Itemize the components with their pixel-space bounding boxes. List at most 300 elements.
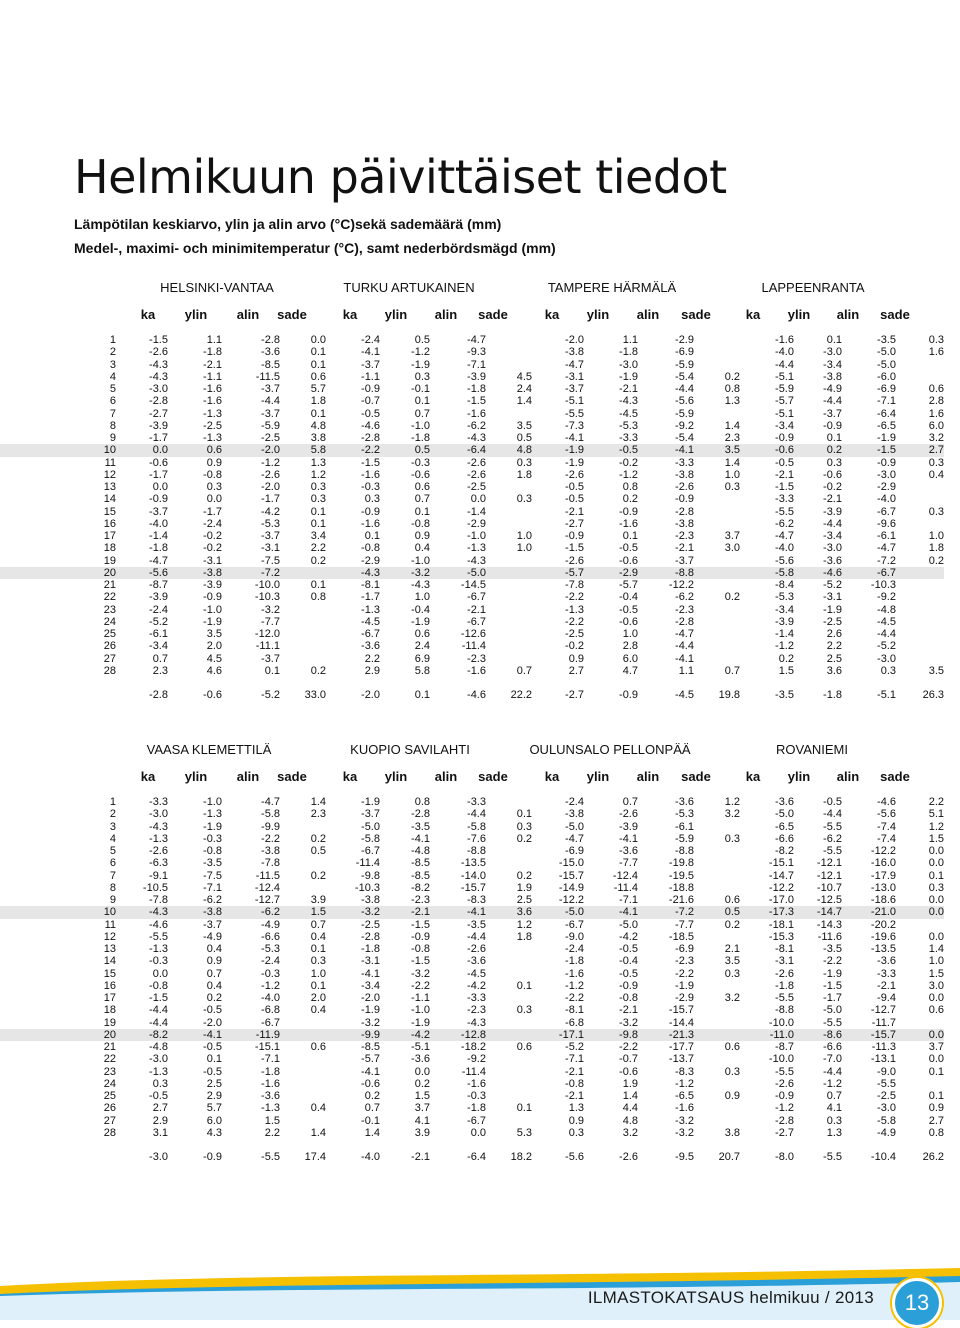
value-cell: -4.1	[584, 906, 638, 918]
value-cell: -4.3	[619, 395, 638, 408]
value-cell: 0.3	[516, 493, 532, 506]
value-cell: 0.6	[414, 628, 430, 641]
value-cell: -19.5	[668, 869, 694, 882]
value-cell: 0.1	[206, 1053, 222, 1066]
value-cell: -3.8	[168, 906, 222, 918]
value-cell	[486, 653, 532, 665]
value-cell	[694, 493, 740, 505]
value-cell	[486, 796, 532, 808]
value-cell: -3.7	[261, 652, 280, 665]
day-cell: 27	[103, 652, 116, 665]
value-cell	[486, 640, 532, 652]
value-cell: -3.8	[675, 517, 694, 530]
value-cell: -10.0	[768, 1053, 794, 1066]
value-cell: -1.9	[877, 432, 896, 445]
value-cell: -4.2	[380, 1029, 430, 1041]
value-cell: -4.4	[823, 808, 842, 821]
total-cell: -1.8	[823, 689, 842, 701]
value-cell: -12.7	[870, 1004, 896, 1017]
spacer-cell	[0, 1139, 944, 1151]
value-cell	[694, 980, 740, 992]
column-header-ylin: ylin	[787, 307, 811, 322]
value-cell: -0.9	[361, 383, 380, 396]
day-cell: 26	[103, 1102, 116, 1115]
value-cell: -8.7	[149, 579, 168, 592]
value-cell: -0.9	[823, 419, 842, 432]
day-cell: 3	[109, 820, 116, 833]
value-cell: -9.6	[877, 517, 896, 530]
spacer-cell	[0, 677, 944, 689]
day-cell: 19	[103, 1016, 116, 1029]
value-cell: -3.0	[877, 652, 896, 665]
value-cell: -3.1	[565, 370, 584, 383]
value-cell: -0.5	[619, 943, 638, 956]
value-cell: -8.5	[361, 1041, 380, 1054]
value-cell: 3.2	[622, 1126, 638, 1139]
value-cell: -11.9	[222, 1029, 280, 1041]
value-cell: -6.1	[149, 628, 168, 641]
value-cell: -5.9	[775, 383, 794, 396]
value-cell: -3.6	[775, 796, 794, 809]
value-cell: -2.9	[584, 567, 638, 579]
value-cell: -1.5	[411, 955, 430, 968]
value-cell: -1.7	[149, 432, 168, 445]
value-cell: -9.2	[675, 419, 694, 432]
value-cell: -1.3	[203, 432, 222, 445]
total-cell: -5.5	[823, 1151, 842, 1163]
value-cell: 0.0	[896, 1029, 944, 1041]
value-cell: -3.3	[775, 493, 794, 506]
day-cell: 20	[0, 567, 116, 579]
value-cell: -3.6	[261, 1090, 280, 1103]
day-cell: 24	[103, 615, 116, 628]
value-cell: -8.8	[675, 845, 694, 858]
value-cell: -7.1	[467, 358, 486, 371]
value-cell	[694, 1053, 740, 1065]
value-cell: -1.8	[565, 955, 584, 968]
column-header-ka: ka	[544, 307, 560, 322]
value-cell: -4.7	[775, 530, 794, 543]
value-cell: -5.3	[261, 943, 280, 956]
value-cell: 0.2	[778, 652, 794, 665]
value-cell: -4.3	[116, 906, 168, 918]
value-cell: 1.5	[414, 1090, 430, 1103]
value-cell: 0.3	[310, 481, 326, 494]
monthly-total-row	[0, 1151, 944, 1163]
value-cell: -8.4	[775, 579, 794, 592]
day-cell: 24	[103, 1077, 116, 1090]
value-cell: -4.0	[149, 517, 168, 530]
value-cell: -14.7	[794, 906, 842, 918]
value-cell	[694, 931, 740, 943]
value-cell: -7.5	[203, 869, 222, 882]
value-cell: -5.1	[775, 370, 794, 383]
value-cell: -12.1	[816, 857, 842, 870]
value-cell: 1.3	[724, 395, 740, 408]
value-cell: 0.6	[928, 1004, 944, 1017]
value-cell: -2.3	[467, 652, 486, 665]
column-header-sade: sade	[681, 769, 711, 784]
value-cell: -1.9	[532, 444, 584, 456]
value-cell: -16.0	[870, 857, 896, 870]
value-cell: -1.9	[203, 820, 222, 833]
value-cell: 0.0	[928, 1053, 944, 1066]
value-cell: 1.8	[928, 542, 944, 555]
column-header-alin: alin	[236, 307, 260, 322]
value-cell: -9.9	[261, 820, 280, 833]
value-cell: -1.2	[775, 640, 794, 653]
value-cell	[694, 334, 740, 346]
day-cell: 1	[109, 796, 116, 809]
table-row	[0, 653, 944, 665]
value-cell	[896, 567, 944, 579]
value-cell: 2.4	[414, 640, 430, 653]
value-cell: -1.4	[775, 628, 794, 641]
value-cell: -8.2	[411, 881, 430, 894]
value-cell	[486, 943, 532, 955]
value-cell: 1.2	[928, 820, 944, 833]
value-cell: -4.4	[467, 808, 486, 821]
value-cell: -13.7	[668, 1053, 694, 1066]
column-header-ka: ka	[544, 769, 560, 784]
value-cell: 0.2	[928, 554, 944, 567]
value-cell: -3.7	[675, 554, 694, 567]
value-cell	[280, 882, 326, 894]
value-cell: -3.7	[261, 407, 280, 420]
value-cell: 5.3	[516, 1126, 532, 1139]
value-cell: 0.9	[568, 652, 584, 665]
value-cell: -5.7	[532, 567, 584, 579]
value-cell: -5.3	[261, 517, 280, 530]
value-cell: -5.8	[877, 1114, 896, 1127]
value-cell	[694, 857, 740, 869]
value-cell: 0.5	[310, 845, 326, 858]
day-cell: 27	[103, 1114, 116, 1127]
table-block-1	[0, 280, 960, 720]
value-cell: -0.5	[203, 1004, 222, 1017]
total-cell: -3.0	[149, 1151, 168, 1163]
day-cell: 5	[109, 845, 116, 858]
value-cell: -11.4	[461, 640, 486, 653]
value-cell: -6.7	[467, 615, 486, 628]
value-cell: -7.7	[619, 857, 638, 870]
value-cell: 0.4	[206, 979, 222, 992]
value-cell: -4.8	[149, 1041, 168, 1054]
value-cell: 0.3	[516, 456, 532, 469]
day-cell: 28	[103, 664, 116, 677]
column-header-ka: ka	[140, 307, 156, 322]
value-cell: 0.6	[516, 1041, 532, 1054]
day-cell: 18	[103, 1004, 116, 1017]
day-cell: 2	[109, 346, 116, 359]
value-cell: -2.8	[261, 334, 280, 347]
value-cell: -2.1	[467, 603, 486, 616]
value-cell: 0.3	[724, 481, 740, 494]
value-cell: -7.5	[261, 554, 280, 567]
value-cell: -1.2	[261, 979, 280, 992]
value-cell: -20.2	[870, 918, 896, 931]
value-cell: -6.3	[149, 857, 168, 870]
value-cell: -5.7	[619, 579, 638, 592]
value-cell: -0.5	[361, 407, 380, 420]
value-cell: -0.5	[149, 1090, 168, 1103]
value-cell: -10.5	[142, 881, 168, 894]
value-cell	[280, 1090, 326, 1102]
value-cell: -2.0	[203, 1016, 222, 1029]
value-cell: -1.8	[411, 432, 430, 445]
day-cell: 14	[103, 955, 116, 968]
value-cell: -1.7	[203, 505, 222, 518]
table-row	[0, 542, 944, 554]
value-cell: -2.6	[149, 346, 168, 359]
value-cell: 0.8	[310, 591, 326, 604]
value-cell: 0.0	[206, 493, 222, 506]
value-cell: -1.8	[775, 979, 794, 992]
value-cell: -1.1	[203, 370, 222, 383]
value-cell: -1.8	[203, 346, 222, 359]
value-cell: -15.3	[768, 930, 794, 943]
value-cell	[280, 616, 326, 628]
value-cell: -9.9	[326, 1029, 380, 1041]
value-cell: 2.1	[724, 943, 740, 956]
value-cell: -4.7	[877, 542, 896, 555]
value-cell: -10.0	[768, 1016, 794, 1029]
value-cell: -1.8	[361, 943, 380, 956]
value-cell: 0.1	[928, 869, 944, 882]
value-cell: -0.8	[565, 1077, 584, 1090]
value-cell: -3.5	[467, 918, 486, 931]
value-cell: 1.0	[310, 967, 326, 980]
value-cell: -8.5	[411, 869, 430, 882]
value-cell: -3.5	[203, 857, 222, 870]
value-cell: -2.1	[823, 493, 842, 506]
value-cell: -1.5	[823, 979, 842, 992]
value-cell: -5.9	[675, 358, 694, 371]
value-cell	[896, 481, 944, 493]
column-header-alin: alin	[836, 769, 860, 784]
value-cell	[486, 579, 532, 591]
value-cell	[486, 992, 532, 1004]
footer-publication: ILMASTOKATSAUS helmikuu / 2013	[587, 1288, 874, 1307]
value-cell: -5.9	[675, 832, 694, 845]
value-cell: 0.6	[724, 894, 740, 907]
value-cell: -11.4	[461, 1065, 486, 1078]
value-cell	[896, 628, 944, 640]
station-name: OULUNSALO PELLONPÄÄ	[529, 742, 691, 757]
value-cell: 0.3	[310, 955, 326, 968]
value-cell: -7.6	[467, 832, 486, 845]
value-cell: 2.3	[310, 808, 326, 821]
value-cell: -5.1	[565, 395, 584, 408]
value-cell: 0.1	[516, 979, 532, 992]
value-cell: -9.0	[565, 930, 584, 943]
value-cell: 0.3	[414, 370, 430, 383]
value-cell: -1.3	[361, 603, 380, 616]
total-cell: -9.5	[675, 1151, 694, 1163]
value-cell: -4.4	[823, 1065, 842, 1078]
value-cell: -0.9	[619, 979, 638, 992]
value-cell: -6.9	[877, 383, 896, 396]
value-cell: -0.5	[565, 481, 584, 494]
value-cell: -4.7	[675, 628, 694, 641]
value-cell: -8.8	[467, 845, 486, 858]
value-cell: -4.3	[149, 370, 168, 383]
day-cell: 9	[109, 894, 116, 907]
day-cell: 15	[103, 967, 116, 980]
value-cell: -10.7	[816, 881, 842, 894]
value-cell: -2.1	[877, 979, 896, 992]
value-cell: 3.8	[724, 1126, 740, 1139]
total-cell: -2.7	[565, 689, 584, 701]
value-cell: 1.5	[264, 1114, 280, 1127]
value-cell: -2.5	[565, 628, 584, 641]
value-cell: -3.4	[823, 530, 842, 543]
value-cell: -8.1	[565, 1004, 584, 1017]
data-table	[0, 334, 944, 701]
value-cell: -5.7	[775, 395, 794, 408]
value-cell: -4.1	[675, 652, 694, 665]
value-cell: -0.5	[775, 456, 794, 469]
table-row	[0, 796, 944, 808]
value-cell: 0.0	[896, 906, 944, 918]
value-cell: -6.2	[675, 591, 694, 604]
value-cell	[280, 653, 326, 665]
value-cell: -4.4	[467, 930, 486, 943]
value-cell	[486, 346, 532, 358]
value-cell: 0.4	[206, 943, 222, 956]
total-cell: -2.1	[411, 1151, 430, 1163]
value-cell: -7.1	[877, 395, 896, 408]
value-cell: -15.7	[460, 881, 486, 894]
value-cell: -1.6	[361, 468, 380, 481]
value-cell: -5.0	[361, 820, 380, 833]
table-row	[0, 383, 944, 395]
day-cell: 8	[109, 881, 116, 894]
value-cell: 0.7	[206, 967, 222, 980]
value-cell: 0.2	[206, 992, 222, 1005]
value-cell: 0.0	[928, 845, 944, 858]
value-cell: -5.0	[775, 808, 794, 821]
day-cell: 13	[103, 943, 116, 956]
value-cell: -1.0	[411, 554, 430, 567]
table-row	[0, 371, 944, 383]
value-cell: 0.2	[364, 1090, 380, 1103]
table-row	[0, 882, 944, 894]
value-cell: -0.2	[619, 456, 638, 469]
value-cell	[280, 640, 326, 652]
value-cell: -0.2	[203, 542, 222, 555]
value-cell: -0.1	[411, 383, 430, 396]
value-cell: 4.4	[622, 1102, 638, 1115]
value-cell: 2.7	[928, 1114, 944, 1127]
value-cell: 0.8	[724, 383, 740, 396]
column-header-ka: ka	[140, 769, 156, 784]
value-cell: -9.0	[877, 1065, 896, 1078]
value-cell: -2.1	[380, 906, 430, 918]
value-cell: -10.0	[254, 579, 280, 592]
value-cell: -9.8	[584, 1029, 638, 1041]
value-cell	[486, 591, 532, 603]
value-cell: -2.9	[361, 554, 380, 567]
value-cell: -4.8	[877, 603, 896, 616]
value-cell	[486, 408, 532, 420]
column-header-ylin: ylin	[184, 769, 208, 784]
column-header-sade: sade	[681, 307, 711, 322]
table-row	[0, 481, 944, 493]
value-cell: -0.5	[203, 1065, 222, 1078]
value-cell: -5.4	[675, 432, 694, 445]
day-cell: 11	[104, 456, 116, 469]
value-cell: -5.6	[116, 567, 168, 579]
value-cell: -2.2	[675, 967, 694, 980]
value-cell	[694, 628, 740, 640]
value-cell: 0.6	[928, 383, 944, 396]
value-cell: -0.3	[203, 832, 222, 845]
value-cell: -14.7	[768, 869, 794, 882]
value-cell: 0.3	[568, 1126, 584, 1139]
value-cell: 1.4	[310, 796, 326, 809]
value-cell: -9.4	[877, 992, 896, 1005]
value-cell: -7.1	[565, 1053, 584, 1066]
value-cell: -3.4	[149, 640, 168, 653]
value-cell: 1.8	[310, 395, 326, 408]
value-cell	[694, 616, 740, 628]
total-cell: -10.4	[870, 1151, 896, 1163]
value-cell: -3.7	[823, 407, 842, 420]
value-cell: -8.6	[794, 1029, 842, 1041]
table-row	[0, 968, 944, 980]
value-cell: -0.6	[619, 615, 638, 628]
value-cell: -3.3	[467, 796, 486, 809]
value-cell	[486, 1029, 532, 1041]
value-cell: -6.6	[261, 930, 280, 943]
table-row	[0, 1090, 944, 1102]
value-cell: 0.5	[694, 906, 740, 918]
value-cell: -1.9	[361, 1004, 380, 1017]
value-cell: -7.4	[877, 820, 896, 833]
value-cell: -1.5	[775, 481, 794, 494]
value-cell: 0.0	[928, 894, 944, 907]
value-cell	[486, 857, 532, 869]
value-cell: 0.0	[152, 967, 168, 980]
value-cell: -5.5	[823, 845, 842, 858]
value-cell: -11.5	[255, 869, 280, 882]
value-cell: 4.8	[486, 444, 532, 456]
value-cell: -15.1	[768, 857, 794, 870]
value-cell: -0.5	[203, 1041, 222, 1054]
value-cell: -3.8	[361, 894, 380, 907]
value-cell: -1.6	[361, 517, 380, 530]
value-cell: -3.0	[149, 1053, 168, 1066]
column-header-ka: ka	[745, 307, 761, 322]
value-cell: -1.1	[411, 992, 430, 1005]
monthly-total-row	[0, 689, 944, 701]
table-row	[0, 395, 944, 407]
value-cell: -7.0	[823, 1053, 842, 1066]
value-cell: -3.7	[565, 383, 584, 396]
station-name: HELSINKI-VANTAA	[160, 280, 274, 295]
table-row	[0, 980, 944, 992]
value-cell: 2.9	[152, 1114, 168, 1127]
station-name: LAPPEENRANTA	[761, 280, 865, 295]
day-cell: 13	[103, 481, 116, 494]
value-cell: -4.1	[361, 346, 380, 359]
value-cell: -2.4	[203, 517, 222, 530]
day-cell: 14	[103, 493, 116, 506]
value-cell: 3.9	[414, 1126, 430, 1139]
column-header-ylin: ylin	[384, 307, 408, 322]
value-cell: 1.3	[826, 1126, 842, 1139]
